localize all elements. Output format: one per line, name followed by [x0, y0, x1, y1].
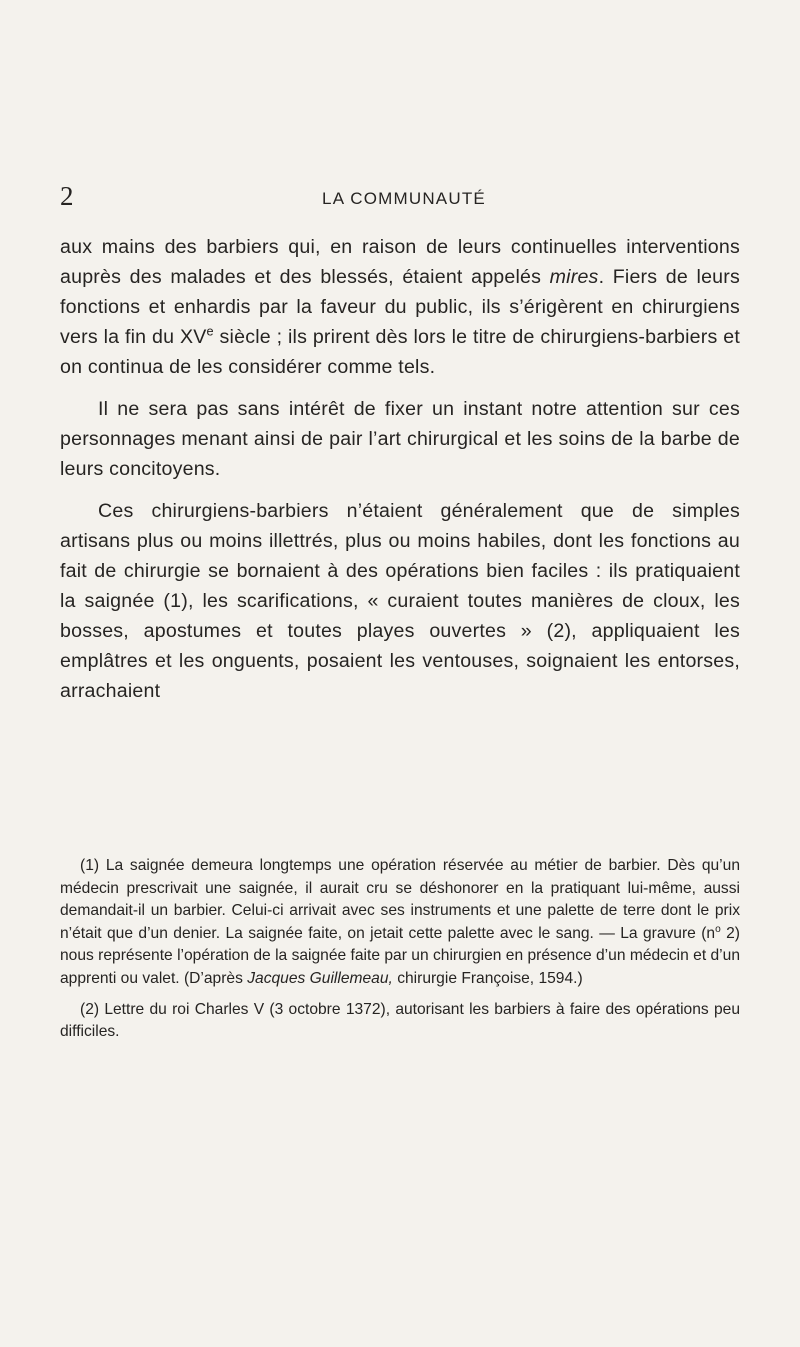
footnote-1-part-b: 2) nous représente l’opération de la saignée faite par un chirurgien en présence d’un médecin et d’un apprenti ou valet. (D’après	[60, 924, 741, 987]
paragraph-1-part-a: aux mains des barbiers qui, en raison de leurs continuelles interventions auprès des malades et des blessés, étaient appelés	[60, 236, 740, 288]
century-superscript: e	[206, 323, 214, 339]
paragraph-2: Il ne sera pas sans intérêt de fixer un instant notre attention sur ces personnages menant ainsi de pair l’art chirurgical et les soins de la barbe de leurs concitoyens.	[60, 398, 740, 480]
paragraph-1-part-c: siècle ; ils prirent dès lors le titre de chirurgiens-barbiers et on continua de les considérer comme tels.	[60, 326, 740, 378]
italic-term-mires: mires	[549, 266, 599, 288]
chapter-title: LA COMMUNAUTÉ	[322, 189, 486, 208]
running-head	[60, 181, 740, 213]
footnote-2: (2) Lettre du roi Charles V (3 octobre 1372), autorisant les barbiers à faire des opérations peu difficiles.	[60, 1000, 740, 1041]
footnote-1-part-a: (1) La saignée demeura longtemps une opération réservée au métier de barbier. Dès qu’un médecin prescrivait une saignée, il aurait cru se déshonorer en la pratiquant lui-même, aussi demandait-il un barbier. Celui-ci arrivait avec ses instruments et une palette de terre dont le prix n’était que d’un denier. La saignée faite, on jetait cette palette avec le sang. — La gravure (n	[60, 857, 740, 942]
paragraph-1	[60, 232, 740, 382]
footnote-1-author: Jacques Guillemeau,	[247, 969, 393, 987]
footnotes	[60, 855, 740, 1044]
footnote-1-part-c: chirurgie Françoise, 1594.)	[392, 969, 583, 987]
main-text	[60, 232, 740, 706]
footnote-1	[60, 855, 740, 991]
paragraph-3: Ces chirurgiens-barbiers n’étaient généralement que de simples artisans plus ou moins illettrés, plus ou moins habiles, dont les fonctions au fait de chirurgie se bornaient à des opérations bien faciles : ils pratiquaient la saignée (1), les scarifications, « curaient toutes manières de cloux, les bosses, apostumes et toutes playes ouvertes » (2), appliquaient les emplâtres et les onguents, posaient les ventouses, soignaient les entorses, arrachaient	[60, 500, 740, 702]
paragraph-1-part-b: . Fiers de leurs fonctions et enhardis par la faveur du public, ils s’érigèrent en chirurgiens vers la fin du XV	[60, 266, 740, 348]
page-number: 2	[60, 181, 74, 211]
footnote-1-superscript: o	[715, 923, 721, 935]
